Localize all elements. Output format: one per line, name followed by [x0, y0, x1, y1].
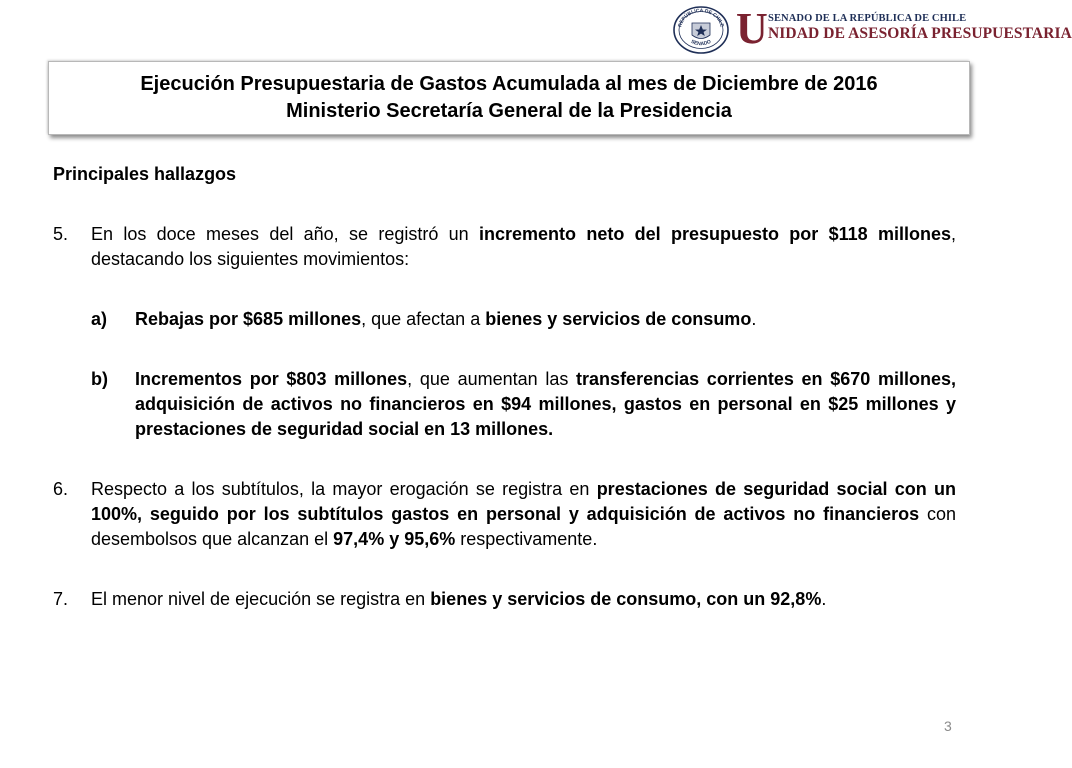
page-number: 3	[944, 718, 952, 734]
bold-run: 97,4% y 95,6%	[333, 529, 456, 549]
item-text	[91, 477, 956, 552]
finding-item-5	[50, 222, 956, 272]
finding-subitem-b	[91, 367, 956, 442]
brand-senate-line: SENADO DE LA REPÚBLICA DE CHILE	[768, 13, 967, 24]
text-run: , destacando los siguientes movimientos:	[91, 224, 956, 269]
text-run: con desembolsos que alcanzan el	[91, 504, 956, 549]
text-run: , que afectan a	[361, 309, 486, 329]
seal-top-text: REPÚBLICA DE CHILE	[677, 7, 725, 28]
subitem-text	[135, 367, 956, 442]
findings-body	[50, 162, 956, 647]
finding-item-6	[50, 477, 956, 552]
item-number: 5.	[53, 224, 69, 244]
text-run: .	[751, 309, 757, 329]
bold-run: bienes y servicios de consumo	[485, 309, 752, 329]
senate-seal-icon	[672, 5, 730, 55]
text-run: El menor nivel de ejecución se registra en	[91, 589, 431, 609]
item-text	[91, 222, 956, 272]
seal-bottom-text: SENADO	[689, 38, 713, 48]
finding-item-7	[50, 587, 956, 612]
subitem-text	[135, 307, 956, 332]
text-run: respectivamente.	[455, 529, 598, 549]
subitem-label: a)	[91, 309, 108, 329]
slide-title	[48, 61, 970, 135]
bold-run: transferencias corrientes en $670 millones, adquisición de activos no financieros en $94 millones, gastos en personal en $25 millones y prestaciones de seguridad social en 13 millones.	[135, 369, 956, 439]
text-run: En los doce meses del año, se registró un	[91, 224, 479, 244]
item-text	[91, 587, 956, 612]
text-run: , que aumentan las	[407, 369, 577, 389]
bold-run: Rebajas por $685 millones	[135, 309, 362, 329]
subitem-label: b)	[91, 369, 108, 389]
brand-unit-line: NIDAD DE ASESORÍA PRESUPUESTARIA	[768, 25, 1072, 42]
text-run: Respecto a los subtítulos, la mayor erogación se registra en	[91, 479, 597, 499]
item-number: 6.	[53, 479, 69, 499]
text-run: .	[821, 589, 827, 609]
title-line-1: Ejecución Presupuestaria de Gastos Acumulada al mes de Diciembre de 2016	[140, 73, 878, 95]
brand-initial: U	[736, 4, 768, 53]
senate-logo	[672, 4, 1072, 55]
item-number: 7.	[53, 589, 69, 609]
title-line-2: Ministerio Secretaría General de la Presidencia	[286, 100, 732, 122]
bold-run: prestaciones de seguridad social con un 100%, seguido por los subtítulos gastos en personal y adquisición de activos no financieros	[91, 479, 957, 524]
bold-run: Incrementos por $803 millones	[135, 369, 408, 389]
bold-run: incremento neto del presupuesto por $118 millones	[478, 224, 951, 244]
bold-run: bienes y servicios de consumo, con un 92,8%	[430, 589, 822, 609]
section-heading: Principales hallazgos	[53, 164, 237, 184]
finding-subitem-a	[91, 307, 956, 332]
